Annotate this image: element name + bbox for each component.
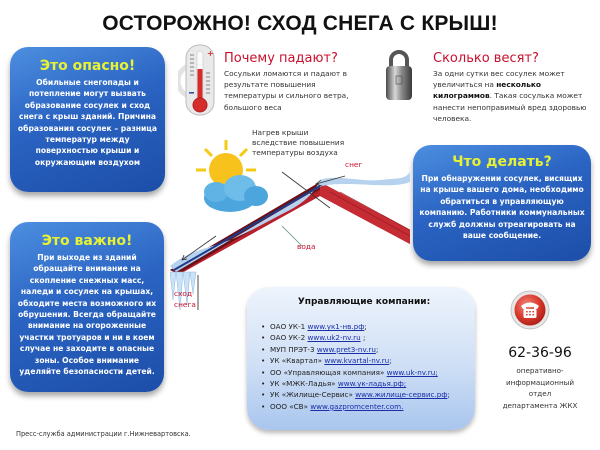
svg-text:+: + (207, 49, 214, 58)
bullet-icon: • (261, 367, 266, 377)
what-to-do-heading: Что делать? (452, 154, 552, 170)
hotline-description-line: отдел (528, 389, 552, 398)
company-link[interactable]: www.uk-nv.ru; (386, 367, 438, 377)
hotline-description-line: департамента ЖКХ (502, 400, 578, 410)
bullet-icon: • (261, 401, 266, 411)
danger-card (10, 47, 165, 192)
how-heavy-block (433, 51, 593, 124)
company-name: ООО «СВ» (270, 401, 311, 411)
company-link[interactable]: www.ук-ладья.рф; (337, 379, 407, 389)
management-companies-list (261, 321, 467, 412)
how-heavy-text-start: За одни сутки вес сосулек может увеличиться на (433, 69, 565, 90)
important-card-text: При выходе из зданий обращайте внимание на скопление снежных масс, наледи и сосулек на крышах, обходите места возможного их обрушения. Всегда обращайте внимание на огороженные участки тротуаров и ни в коем случае не заходите в опасные зоны. Особое внимание уделяйте безопасности детей. (17, 253, 157, 377)
why-fall-heading: Почему падают? (224, 51, 338, 66)
company-item (261, 389, 467, 400)
weight-icon (384, 50, 414, 102)
hotline-description (480, 365, 600, 411)
company-suffix: ; (447, 390, 450, 400)
company-link[interactable]: www.жилище-сервис.рф (355, 390, 448, 400)
how-heavy-text-bold: несколько килограммов (433, 80, 541, 101)
what-to-do-text: При обнаружении сосулек, висящих на крыше вашего дома, необходимо обратиться в управляющую компанию. Работники коммунальных служб должны отреагировать на ваше сообщение. (419, 174, 585, 241)
important-card (10, 222, 164, 392)
management-companies-panel (247, 287, 475, 430)
danger-card-heading: Это опасно! (39, 58, 136, 74)
why-fall-text: Сосульки ломаются и падают в результате повышения температуры и сильного ветра, большого веса (224, 69, 349, 112)
bullet-icon: • (261, 390, 266, 400)
company-link[interactable]: www.uk2-nv.ru (307, 333, 361, 343)
company-link[interactable]: www.kvartal-nv.ru (324, 356, 390, 366)
company-item (261, 332, 467, 343)
company-suffix: ; (364, 322, 367, 331)
thermometer-icon (178, 43, 222, 117)
company-item (261, 401, 467, 412)
company-item (261, 321, 467, 332)
water-label: вода (297, 242, 316, 251)
how-heavy-heading: Сколько весят? (433, 51, 539, 66)
company-link[interactable]: www.gazpromcenter.com. (310, 401, 404, 411)
company-name: УК «МЖК-Ладья» (270, 379, 338, 389)
company-name: УК «Жилище-Сервис» (270, 390, 356, 400)
company-suffix: ; (389, 356, 392, 366)
company-link[interactable]: www.pret3-nv.ru (316, 344, 376, 354)
how-heavy-text (433, 68, 593, 124)
bullet-icon: • (261, 356, 266, 366)
company-item (261, 367, 467, 378)
telephone-icon (510, 290, 550, 330)
bullet-icon: • (261, 344, 266, 354)
company-name: ОАО УК-2 (270, 333, 308, 343)
what-to-do-card (413, 145, 591, 261)
company-suffix: ; (360, 333, 366, 343)
hotline-description-line: информационный (505, 377, 574, 387)
company-name: ОАО УК-1 (270, 322, 308, 331)
company-item (261, 344, 467, 355)
company-suffix: ; (375, 344, 379, 354)
roof-heating-label: Нагрев крыши вследствие повышения температуры воздуха (252, 128, 345, 157)
company-name: МУП ПРЭТ-3 (270, 344, 317, 354)
bullet-icon: • (261, 379, 266, 389)
company-name: ОО «Управляющая компания» (270, 367, 387, 377)
company-link[interactable]: www.ук1-нв.рф (307, 322, 365, 331)
how-heavy-text-end: . Такая сосулька может нанести непоправимый вред здоровью человека. (433, 91, 587, 123)
management-companies-heading: Управляющие компании: (297, 297, 431, 307)
company-item (261, 378, 467, 389)
hotline-phone-number: 62-36-96 (508, 345, 572, 361)
hotline-description-line: оперативно- (516, 366, 564, 375)
press-service-footer: Пресс-служба администрации г.Нижневартовска. (16, 430, 191, 438)
snow-label: снег (345, 160, 363, 169)
why-fall-block (224, 51, 369, 113)
company-name: УК «Квартал» (270, 356, 325, 366)
danger-card-text: Обильные снегопады и потепление могут вызвать образование сосулек и сход снега с крыш зданий. Причина образования сосулек – разница температур между поверхностью крыши и окружающим воздухом (17, 78, 158, 167)
snow-slide-label: сход снега (174, 289, 196, 309)
important-card-heading: Это важно! (41, 233, 133, 249)
company-item (261, 355, 467, 366)
poster-title: ОСТОРОЖНО! СХОД СНЕГА С КРЫШ! (102, 12, 498, 35)
bullet-icon: • (261, 322, 266, 331)
bullet-icon: • (261, 333, 266, 343)
